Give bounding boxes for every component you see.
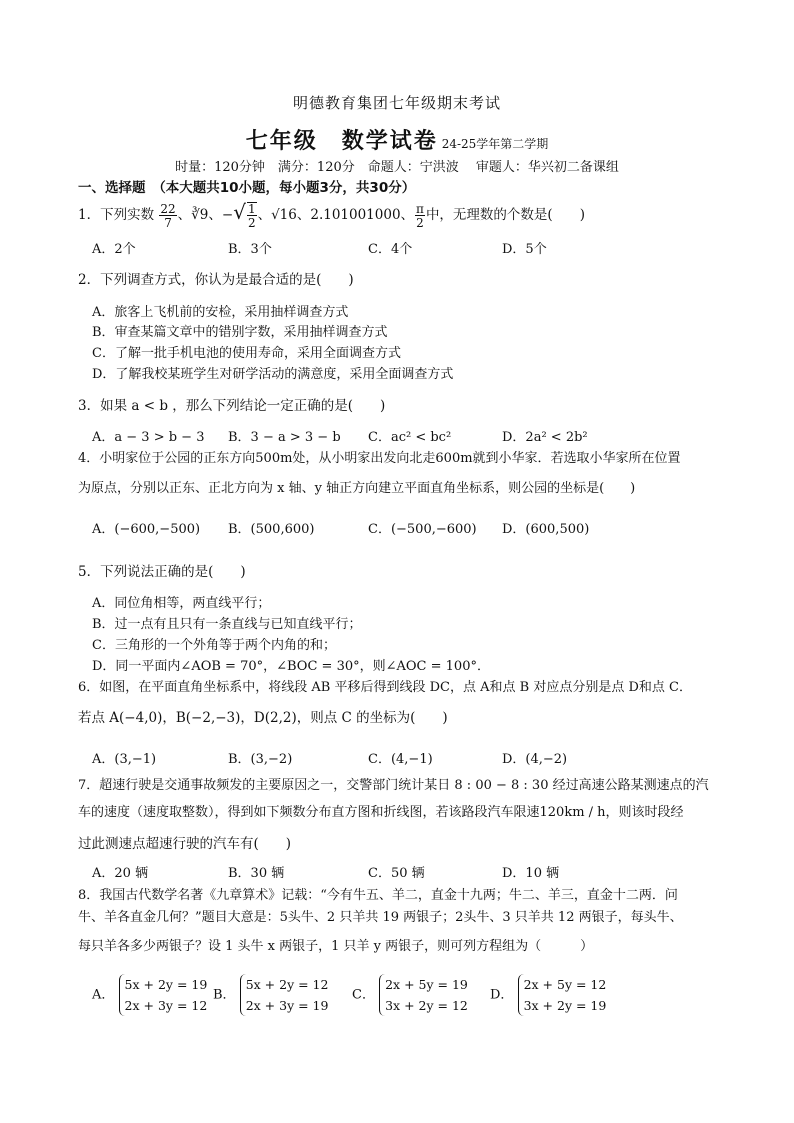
q1-option-b: B．3个 — [228, 242, 272, 257]
q3-option-d: D．2a² < 2b² — [502, 430, 588, 445]
q8-option-c — [352, 974, 468, 1016]
question-7-line-1: 7．超速行驶是交通事故频发的主要原因之一，交警部门统计某日 8 : 00 − 8 : 30 经过高速公路某测速点的汽 — [78, 778, 709, 793]
q6-option-c: C．(4,−1) — [368, 752, 433, 767]
q5-option-c: C．三角形的一个外角等于两个内角的和； — [92, 638, 336, 653]
q8-option-d — [490, 974, 606, 1016]
q1-prefix: 1．下列实数 — [78, 207, 155, 223]
q8-a-eq2: 2x + 3y = 12 — [124, 998, 208, 1013]
exam-term: 24-25学年第二学期 — [441, 137, 549, 151]
q8-option-b-label: B． — [213, 987, 236, 1003]
q4-option-d: D．(600,500) — [502, 522, 590, 537]
q8-c-eq2: 3x + 2y = 12 — [385, 998, 468, 1013]
question-6-line-2: 若点 A(−4,0)，B(−2,−3)，D(2,2)，则点 C 的坐标为( ) — [78, 710, 448, 726]
question-7-line-3: 过此测速点超速行驶的汽车有( ) — [78, 836, 292, 852]
q1-mid: 、√16、2.101001000、 — [257, 207, 415, 223]
q1-suffix: 中，无理数的个数是( ) — [425, 207, 585, 223]
q4-option-c: C．(−500,−600) — [368, 522, 477, 537]
section-title-choice: 一、选择题 （本大题共10小题，每小题3分，共30分） — [78, 180, 416, 196]
q7-option-d: D．10 辆 — [502, 866, 560, 881]
question-8-line-1: 8．我国古代数学名著《九章算术》记载：“今有牛五、羊二，直金十九两；牛二、羊三，直金十二两．问 — [78, 888, 678, 903]
school-name: 明德教育集团七年级期末考试 — [292, 94, 501, 112]
q6-option-a: A．(3,−1) — [92, 752, 157, 767]
q6-option-b: B．(3,−2) — [228, 752, 293, 767]
question-2-stem: 2．下列调查方式，你认为是最合适的是( ) — [78, 272, 354, 288]
exam-title: 七年级 数学试卷 — [245, 129, 438, 154]
q2-option-a: A．旅客上飞机前的安检，采用抽样调查方式 — [92, 305, 349, 320]
sqrt-sign-icon: √ — [233, 200, 246, 224]
q1-fraction-pi-2 — [415, 203, 425, 229]
q8-option-c-system — [379, 974, 468, 1016]
q5-option-d: D．同一平面内∠AOB = 70°，∠BOC = 30°，则∠AOC = 100°． — [92, 659, 490, 674]
q2-option-b: B．审查某篇文章中的错别字数，采用抽样调查方式 — [92, 325, 388, 340]
q8-b-eq1: 5x + 2y = 12 — [245, 977, 329, 992]
question-8-line-3: 每只羊各多少两银子？设 1 头牛 x 两银子，1 只羊 y 两银子，则可列方程组为（ ） — [78, 939, 594, 954]
question-6-line-1: 6．如图，在平面直角坐标系中，将线段 AB 平移后得到线段 DC，点 A和点 B 对应点分别是点 D和点 C． — [78, 680, 692, 695]
q3-option-c: C．ac² < bc² — [368, 430, 452, 445]
q1-option-c: C．4个 — [368, 242, 413, 257]
q3-option-b: B．3 − a > 3 − b — [228, 430, 341, 445]
question-3-stem: 3．如果 a < b ，那么下列结论一定正确的是( ) — [78, 398, 386, 414]
q8-option-b-system — [240, 974, 329, 1016]
q8-d-eq2: 3x + 2y = 19 — [523, 998, 607, 1013]
q6-option-d: D．(4,−2) — [502, 752, 568, 767]
q8-option-d-label: D． — [490, 987, 514, 1003]
q2-option-c: C．了解一批手机电池的使用寿命，采用全面调查方式 — [92, 346, 401, 361]
question-1-stem — [78, 200, 585, 229]
q1-frac2-numerator: π — [416, 201, 424, 216]
q1-sqrt-fraction — [247, 202, 257, 229]
q1-option-d: D．5个 — [502, 242, 547, 257]
q5-option-b: B．过一点有且只有一条直线与已知直线平行； — [92, 617, 362, 632]
question-5-stem: 5．下列说法正确的是( ) — [78, 564, 246, 580]
question-4-line-2: 为原点，分别以正东、正北方向为 x 轴、y 轴正方向建立平面直角坐标系，则公园的坐标是( ) — [78, 481, 636, 496]
q1-frac1-denominator: 7 — [164, 215, 172, 230]
question-7-line-2: 车的速度（速度取整数），得到如下频数分布直方图和折线图，若该路段汽车限速120km / h，则该时段经 — [78, 805, 684, 820]
q8-option-a-system — [119, 974, 208, 1016]
q8-a-eq1: 5x + 2y = 19 — [124, 977, 208, 992]
q1-frac1-numerator: 22 — [160, 201, 176, 216]
q7-option-a: A．20 辆 — [92, 866, 149, 881]
q8-option-d-system — [518, 974, 607, 1016]
q8-option-c-label: C． — [352, 987, 375, 1003]
exam-title-row — [0, 124, 794, 155]
q4-option-a: A．(−600,−500) — [92, 522, 201, 537]
q1-fraction-22-7 — [159, 203, 176, 229]
q1-option-a: A．2个 — [92, 242, 136, 257]
q8-option-a — [92, 974, 207, 1016]
q4-option-b: B．(500,600) — [228, 522, 315, 537]
q8-b-eq2: 2x + 3y = 19 — [245, 998, 329, 1013]
q1-sqrt-lead: − — [221, 207, 234, 223]
q2-option-d: D．了解我校某班学生对研学活动的满意度，采用全面调查方式 — [92, 367, 454, 382]
q8-c-eq1: 2x + 5y = 19 — [385, 977, 468, 992]
q7-option-b: B．30 辆 — [228, 866, 285, 881]
q1-frac2-denominator: 2 — [416, 215, 424, 230]
q1-sqrt-denominator: 2 — [247, 216, 256, 230]
question-4-line-1: 4．小明家位于公园的正东方向500m处，从小明家出发向北走600m就到小华家．若选取小华家所在位置 — [78, 451, 681, 466]
q5-option-a: A．同位角相等，两直线平行； — [92, 596, 271, 611]
q1-sqrt-numerator: 1 — [247, 202, 256, 216]
exam-info: 时量：120分钟 满分：120分 命题人：宁洪波 审题人：华兴初二备课组 — [175, 160, 619, 175]
q7-option-c: C．50 辆 — [368, 866, 425, 881]
q8-option-a-label: A． — [92, 987, 115, 1003]
q8-d-eq1: 2x + 5y = 12 — [523, 977, 607, 992]
q8-option-b — [213, 974, 328, 1016]
q1-cbrt: 、∛9、 — [177, 207, 222, 223]
q3-option-a: A．a − 3 > b − 3 — [92, 430, 205, 445]
question-8-line-2: 牛、羊各直金几何？”题目大意是：5头牛、2 只羊共 19 两银子；2头牛、3 只羊共 12 两银子，每头牛、 — [78, 910, 683, 925]
